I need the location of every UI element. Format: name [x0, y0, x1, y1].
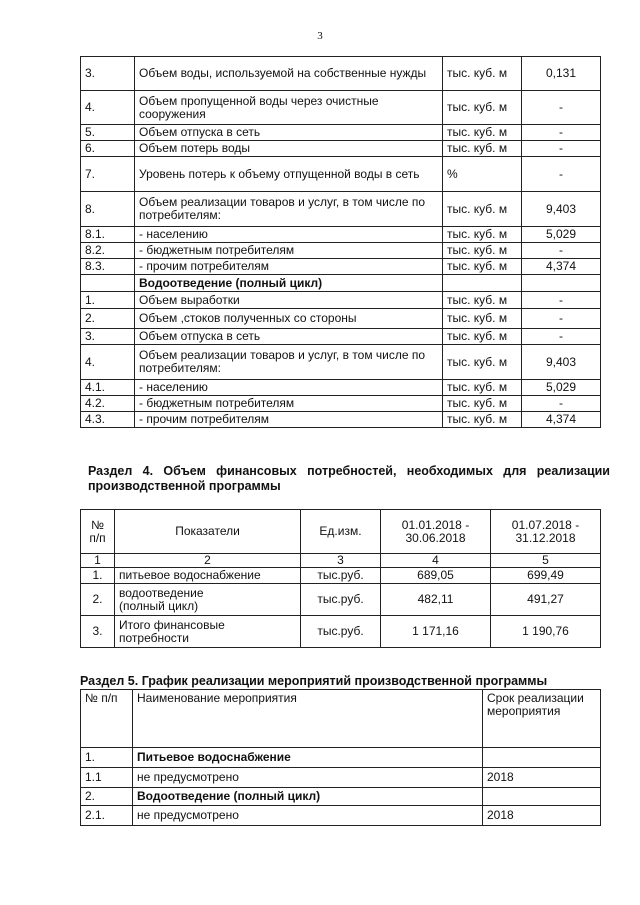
table-cell: № п/п	[81, 510, 115, 554]
table-cell: 4,374	[522, 412, 601, 428]
table-cell: - прочим потребителям	[135, 412, 443, 428]
section-5-title: Раздел 5. График реализации мероприятий производственной программы	[80, 674, 548, 688]
table-cell: тыс. куб. м	[443, 243, 522, 259]
table-cell: Ед.изм.	[301, 510, 381, 554]
table-header-row	[81, 510, 601, 554]
table-cell: -	[522, 396, 601, 412]
table-row	[81, 243, 601, 259]
table-cell: 1 171,16	[381, 616, 491, 648]
table-cell: тыс.руб.	[301, 584, 381, 616]
table-row	[81, 227, 601, 243]
section-heading: Водоотведение (полный цикл)	[135, 275, 443, 292]
table-cell: Наименование мероприятия	[133, 690, 483, 748]
table-cell: питьевое водоснабжение	[115, 568, 301, 584]
finance-table	[80, 509, 601, 648]
table-cell: 8.3.	[81, 259, 135, 275]
table-row	[81, 568, 601, 584]
table-cell: Итого финансовые потребности	[115, 616, 301, 648]
table-cell: тыс. куб. м	[443, 192, 522, 227]
table-row	[81, 584, 601, 616]
table-cell: Срок реализации мероприятия	[483, 690, 601, 748]
production-table	[80, 56, 601, 428]
table-cell: -	[522, 243, 601, 259]
table-cell: № п/п	[81, 690, 133, 748]
table-cell	[483, 788, 601, 806]
table-cell: Объем выработки	[135, 292, 443, 309]
table-row	[81, 345, 601, 380]
table-cell: 482,11	[381, 584, 491, 616]
table-row	[81, 380, 601, 396]
table-cell: 0,131	[522, 57, 601, 91]
table-row	[81, 141, 601, 157]
table-cell: -	[522, 125, 601, 141]
table-cell: -	[522, 329, 601, 345]
table-cell: тыс. куб. м	[443, 227, 522, 243]
table-cell: 4	[381, 554, 491, 568]
table-row	[81, 57, 601, 91]
table-cell: 1.	[81, 748, 133, 768]
table-cell: Уровень потерь к объему отпущенной воды в сеть	[135, 157, 443, 192]
table-row	[81, 554, 601, 568]
table-cell: - населению	[135, 227, 443, 243]
table-row	[81, 806, 601, 826]
table-row	[81, 275, 601, 292]
table-cell: 01.07.2018 - 31.12.2018	[491, 510, 601, 554]
table-cell: 4.3.	[81, 412, 135, 428]
table-cell: тыс. куб. м	[443, 345, 522, 380]
table-cell: Показатели	[115, 510, 301, 554]
table-cell: тыс.руб.	[301, 568, 381, 584]
table-cell: -	[522, 141, 601, 157]
table-cell: 1 190,76	[491, 616, 601, 648]
table-cell: -	[522, 309, 601, 329]
table-cell: 4.	[81, 345, 135, 380]
table-cell: Объем реализации товаров и услуг, в том числе по потребителям:	[135, 192, 443, 227]
table-cell: 3.	[81, 329, 135, 345]
table-cell: - бюджетным потребителям	[135, 243, 443, 259]
table-cell: 7.	[81, 157, 135, 192]
table-row	[81, 748, 601, 768]
table-cell: тыс. куб. м	[443, 259, 522, 275]
table-cell: Объем реализации товаров и услуг, в том числе по потребителям:	[135, 345, 443, 380]
table-cell: 689,05	[381, 568, 491, 584]
table-cell: 6.	[81, 141, 135, 157]
table-cell: Объем потерь воды	[135, 141, 443, 157]
table-cell: -	[522, 292, 601, 309]
table-cell: тыс. куб. м	[443, 396, 522, 412]
table-row	[81, 616, 601, 648]
table-cell: 4.1.	[81, 380, 135, 396]
table-cell: - прочим потребителям	[135, 259, 443, 275]
table-cell: 5,029	[522, 227, 601, 243]
table-cell	[483, 748, 601, 768]
table-cell: 2018	[483, 806, 601, 826]
table-row	[81, 768, 601, 788]
table-header-row	[81, 690, 601, 748]
table-cell: 4,374	[522, 259, 601, 275]
table-cell: 1.	[81, 568, 115, 584]
table-cell: 491,27	[491, 584, 601, 616]
table-cell: водоотведение (полный цикл)	[115, 584, 301, 616]
table-cell: 1.	[81, 292, 135, 309]
table-row	[81, 157, 601, 192]
table-cell: %	[443, 157, 522, 192]
table-cell: Объем ,стоков полученных со стороны	[135, 309, 443, 329]
table-cell: - бюджетным потребителям	[135, 396, 443, 412]
table-cell: тыс. куб. м	[443, 91, 522, 125]
table-cell: 5	[491, 554, 601, 568]
table-row	[81, 125, 601, 141]
table-row	[81, 259, 601, 275]
table-cell: 4.2.	[81, 396, 135, 412]
table-cell: тыс. куб. м	[443, 292, 522, 309]
table-cell: 01.01.2018 - 30.06.2018	[381, 510, 491, 554]
table-row	[81, 788, 601, 806]
table-cell: Водоотведение (полный цикл)	[133, 788, 483, 806]
table-cell: тыс. куб. м	[443, 329, 522, 345]
table-cell: 699,49	[491, 568, 601, 584]
table-cell: Объем отпуска в сеть	[135, 125, 443, 141]
table-cell: 9,403	[522, 192, 601, 227]
table-cell	[81, 275, 135, 292]
table-cell: -	[522, 91, 601, 125]
table-cell: 1	[81, 554, 115, 568]
table-cell: 3.	[81, 616, 115, 648]
table-cell: 5,029	[522, 380, 601, 396]
table-cell: 1.1	[81, 768, 133, 788]
table-cell: Объем пропущенной воды через очистные сооружения	[135, 91, 443, 125]
table-cell: не предусмотрено	[133, 806, 483, 826]
section-4-title: Раздел 4. Объем финансовых потребностей, необходимых для реализации производственной программы	[88, 464, 610, 493]
table-cell: 2	[115, 554, 301, 568]
table-cell: - населению	[135, 380, 443, 396]
table-row	[81, 329, 601, 345]
table-cell: тыс. куб. м	[443, 57, 522, 91]
table-cell: Объем отпуска в сеть	[135, 329, 443, 345]
table-cell	[522, 275, 601, 292]
table-row	[81, 292, 601, 309]
table-cell: 2.	[81, 309, 135, 329]
table-cell: 9,403	[522, 345, 601, 380]
table-cell: 2.	[81, 788, 133, 806]
table-cell: тыс. куб. м	[443, 125, 522, 141]
table-row	[81, 412, 601, 428]
table-cell: Объем воды, используемой на собственные нужды	[135, 57, 443, 91]
table-row	[81, 91, 601, 125]
table-row	[81, 396, 601, 412]
table-cell: тыс.руб.	[301, 616, 381, 648]
table-row	[81, 309, 601, 329]
table-cell: не предусмотрено	[133, 768, 483, 788]
table-cell: -	[522, 157, 601, 192]
table-cell: 2.1.	[81, 806, 133, 826]
page-number: 3	[317, 30, 323, 42]
schedule-table	[80, 689, 601, 826]
table-cell: 3	[301, 554, 381, 568]
table-cell: 2.	[81, 584, 115, 616]
table-cell: тыс. куб. м	[443, 141, 522, 157]
table-cell	[443, 275, 522, 292]
table-cell: тыс. куб. м	[443, 412, 522, 428]
table-cell: 8.2.	[81, 243, 135, 259]
table-cell: Питьевое водоснабжение	[133, 748, 483, 768]
table-cell: тыс. куб. м	[443, 309, 522, 329]
table-cell: тыс. куб. м	[443, 380, 522, 396]
table-cell: 2018	[483, 768, 601, 788]
table-cell: 8.	[81, 192, 135, 227]
table-cell: 5.	[81, 125, 135, 141]
table-cell: 3.	[81, 57, 135, 91]
table-cell: 4.	[81, 91, 135, 125]
table-cell: 8.1.	[81, 227, 135, 243]
table-row	[81, 192, 601, 227]
